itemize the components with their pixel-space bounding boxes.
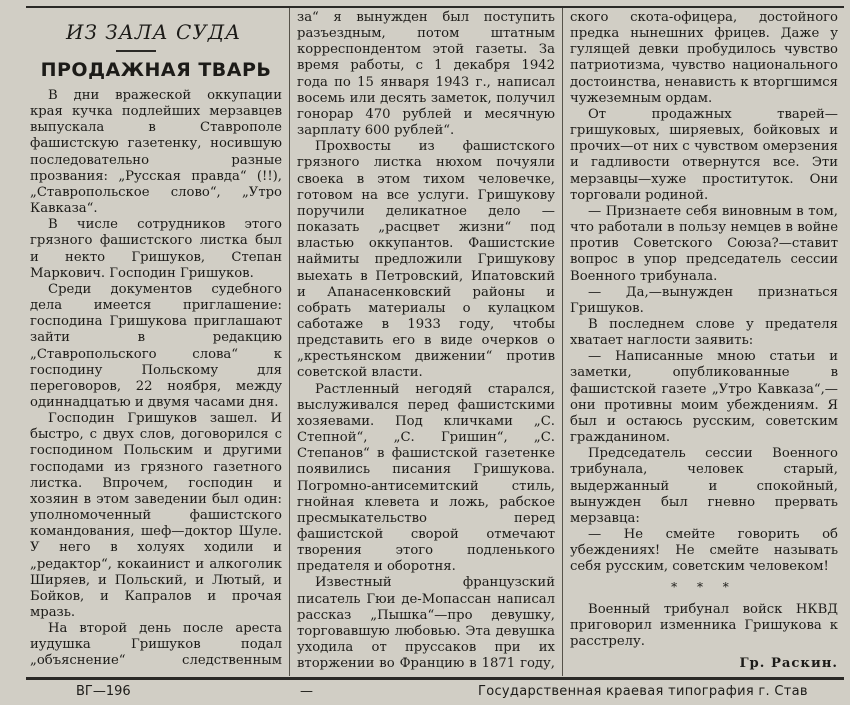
paragraph: Председатель сессии Военного трибунала, человек старый, выдержанный и спокойный, вынужден был гневно прервать мерзавца: [570,446,838,526]
paragraph: — Да,—вынужден признаться Гришуков. [570,284,838,316]
rubric-dash [116,50,156,52]
issue-code: ВГ—196 [76,684,131,699]
paragraph: В дни вражеской оккупации края кучка подлейших мерзавцев выпускала в Ставрополе фашистскую газетенку, носившую последовательно разные прозвания: „Русская правда“ (!!), „Ставропольское слово“, „Утро Кавказа“. [30,88,282,217]
top-rule [26,6,844,8]
printer-imprint: Государственная краевая типография г. Став [478,684,808,699]
paragraph: — Не смейте говорить об убеждениях! Не смейте называть себя русским, советским человеком! [570,527,838,575]
paragraph: Военный трибунал войск НКВД приговорил изменника Гришукова к расстрелу. [570,601,838,649]
footer [0,682,850,702]
column-3 [570,10,838,670]
paragraph: В последнем слове у предателя хватает наглости заявить: [570,316,838,349]
author-signature: Гр. Раскин. [739,656,838,670]
paragraph: В числе сотрудников этого грязного фашистского листка был и некто Гришуков, Степан Маркович. Господин Гришуков. [30,217,282,281]
paragraph: — Написанные мною статьи и заметки, опубликованные в фашистской газете „Утро Кавказа“,—они противны моим убеждениям. Я был и остаюсь русским, советским гражданином. [570,349,838,446]
paragraph: Среди документов судебного дела имеется приглашение: господина Гришукова приглашают зайти в редакцию „Ставропольского слова“ к господину Польскому для переговоров, 22 ноября, между одиннадцатью и двумя часами дня. [30,281,282,410]
column-2 [297,10,555,670]
paragraph: Известный французский писатель Гюи де-Мопассан написал рассказ „Пышка“—про девушку, торговавшую любовью. Эта девушка уходила от пруссаков при их вторжении во Францию в 1871 году, [297,575,555,670]
paragraph: На второй день после ареста иудушка Гришуков подал „объяснение“ следственным [30,621,282,669]
column-divider [562,8,563,676]
footer-dash: — [300,684,313,699]
section-stars: * * * [671,580,737,595]
bottom-rule [26,677,844,680]
paragraph: ского скота-офицера, достойного предка нынешних фрицев. Даже у гулящей девки пробудилось чувство патриотизма, чувство национального достоинства, ненависть к вторгшимся чужеземным ордам. [570,10,838,106]
paragraph: Господин Гришуков зашел. И быстро, с двух слов, договорился с господином Польским и другими господами из грязного газетного листка. Впрочем, господин и хозяин в этом заведении был один: уполномоченный фашистского командования, шеф—доктор Шуле. У него в холуях ходили и „редактор“, кокаинист и алкоголик Ширяев, и Польский, и Лютый, и Бойков, и Капралов и прочая мразь. [30,411,282,620]
paragraph: — Признаете себя виновным в том, что работали в пользу немцев в войне против Советского Союза?—ставит вопрос в упор председатель сессии Военного трибунала. [570,203,838,284]
paragraph: Растленный негодяй старался, выслуживался перед фашистскими хозяевами. Под кличками „С. Степной“, „С. Гришин“, „С. Степанов“ в фашистской газетенке появились писания Гришукова. Погромно-антисемитский стиль, гнойная клевета и ложь, рабское пресмыкательство перед фашистской сворой отмечают творения этого подленького предателя и оборотня. [297,381,555,575]
headline: ПРОДАЖНАЯ ТВАРЬ [40,59,272,81]
paragraph: От продажных тварей—гришуковых, ширяевых, бойковых и прочих—от них с чувством омерзения и гадливости отвернутся все. Эти мерзавцы—хуже проституток. Они торговали родиной. [570,106,838,203]
paragraph: Прохвосты из фашистского грязного листка нюхом почуяли своека в этом тихом человечке, готовом на все услуги. Гришукову поручили деликатное дело — показать „расцвет жизни“ под властью оккупантов. Фашистские наймиты предложили Гришукову выехать в Петровский, Ипатовский и Апанасенковский районы и собрать материалы о кулацком саботаже в 1933 году, чтобы представить его в виде очерков о „крестьянском движении“ против советской власти. [297,139,555,381]
column-divider [289,8,290,676]
rubric: ИЗ ЗАЛА СУДА [66,20,242,44]
paragraph: за“ я вынужден был поступить разъездным, потом штатным корреспондентом этой газеты. За время работы, с 1 декабря 1942 года по 15 января 1943 г., написал восемь или десять заметок, получил гонорар 470 рублей и месячную зарплату 600 рублей“. [297,10,555,139]
column-1 [30,10,282,670]
